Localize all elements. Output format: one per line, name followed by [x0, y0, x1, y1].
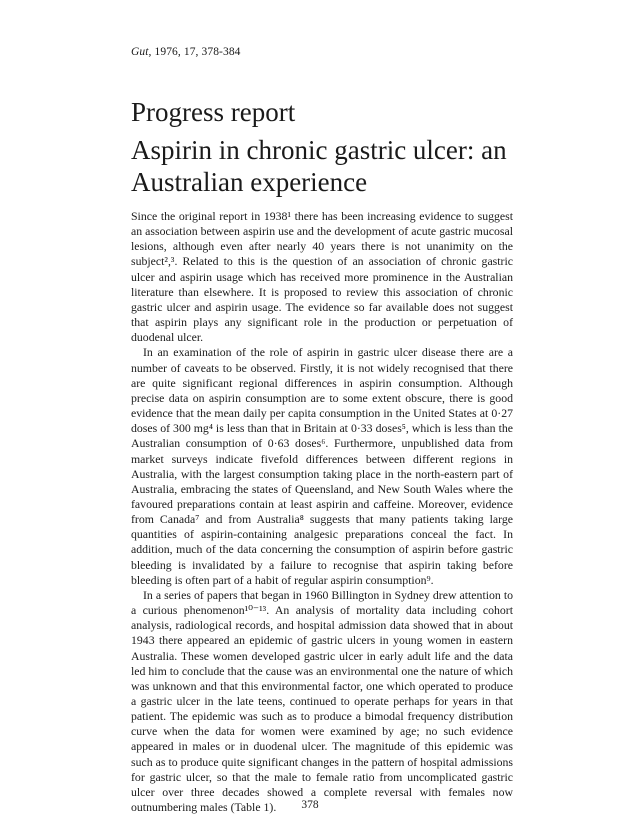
article-body	[131, 209, 513, 815]
paragraph: In a series of papers that began in 1960 Billington in Sydney drew attention to a curious phenomenon¹⁰⁻¹³. An analysis of mortality data including cohort analysis, radiological records, and hospital admission data showed that in about 1943 there appeared an epidemic of gastric ulcers in young women in eastern Australia. These women developed gastric ulcer in early adult life and the data led him to conclude that the cause was an environmental one the nature of which was unknown and that this environmental factor, one which operated to produce a gastric ulcer in the late teens, continued to operate perhaps for years in that patient. The epidemic was such as to produce a bimodal frequency distribution curve when the data for women were examined by age; no such evidence appeared in males or in duodenal ulcer. The magnitude of this epidemic was such as to produce quite significant changes in the pattern of hospital admissions for gastric ulcer, so that the male to female ratio from uncomplicated gastric ulcer over three decades showed a complete reversal with females now outnumbering males (Table 1).	[131, 587, 513, 815]
paragraph: Since the original report in 1938¹ there has been increasing evidence to suggest an association between aspirin use and the development of acute gastric mucosal lesions, although even after nearly 40 years there is not unanimity on the subject²,³. Related to this is the question of an association of chronic gastric ulcer and aspirin usage which has received more prominence in the Australian literature than elsewhere. It is proposed to review this association of chronic gastric ulcer and aspirin usage. The evidence so far available does not suggest that aspirin plays any significant role in the production or perpetuation of duodenal ulcer.	[131, 209, 513, 345]
citation-details: 1976, 17, 378-384	[151, 46, 241, 58]
paragraph: In an examination of the role of aspirin in gastric ulcer disease there are a number of caveats to be observed. Firstly, it is not widely recognised that there are quite significant regional differences in aspirin consumption. Although precise data on aspirin consumption are to some extent obscure, there is good evidence that the mean daily per capita consumption in the United States at 0·27 doses of 300 mg⁴ is less than that in Britain at 0·33 doses⁵, which is less than the Australian consumption of 0·63 doses⁶. Furthermore, unpublished data from market surveys indicate fivefold differences between different regions in Australia, with the largest consumption taking place in the north-eastern part of Australia, embracing the states of Queensland, and New South Wales where the favoured preparations contain at least aspirin and caffeine. Moreover, evidence from Canada⁷ and from Australia⁸ suggests that many patients taking large quantities of aspirin-containing analgesic preparations conceal the fact. In addition, much of the data concerning the consumption of aspirin before gastric bleeding is invalidated by a failure to recognise that aspirin taking before bleeding is often part of a habit of regular aspirin consumption⁹.	[131, 345, 513, 587]
journal-name: Gut,	[131, 46, 152, 58]
page-number: 378	[301, 799, 319, 811]
section-heading: Progress report	[131, 97, 296, 127]
article-title: Aspirin in chronic gastric ulcer: an Australian experience	[131, 135, 507, 197]
journal-citation	[131, 46, 241, 58]
